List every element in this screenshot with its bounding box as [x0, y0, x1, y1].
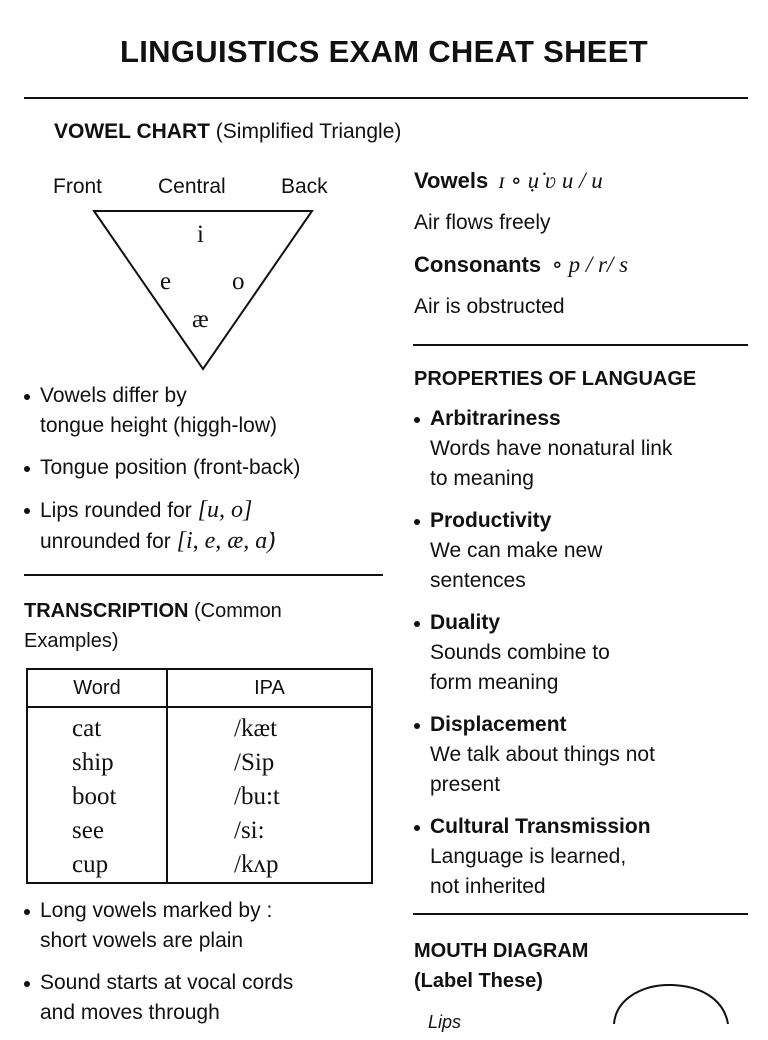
- left-divider-1: [24, 574, 383, 576]
- vowel-bullets: [24, 381, 394, 569]
- title-divider: [24, 97, 748, 99]
- vowel-chart-title: VOWEL CHART: [54, 120, 210, 143]
- consonants-label: Consonants: [414, 252, 542, 277]
- table-row: cat /kæt: [27, 707, 372, 746]
- list-item: Sound starts at vocal cords and moves through: [24, 968, 394, 1028]
- table-row: cup /kʌp: [27, 848, 372, 883]
- vowel-chart-heading: [54, 120, 401, 144]
- column-header-word: Word: [27, 669, 167, 707]
- list-item: Lips rounded for [u, o] unrounded for [i, e, æ, ɑ̇): [24, 495, 394, 557]
- table-row: boot /bu:t: [27, 780, 372, 814]
- list-item: Displacement We talk about things not present: [414, 710, 754, 800]
- vowels-row: [414, 168, 603, 194]
- list-item: Productivity We can make new sentences: [414, 506, 754, 596]
- vowel-i: i: [197, 221, 204, 248]
- label-central: Central: [158, 175, 226, 198]
- vowels-label: Vowels: [414, 168, 489, 193]
- list-item: Cultural Transmission Language is learned, not inherited: [414, 812, 754, 902]
- list-item: Vowels differ by tongue height (higgh-low): [24, 381, 394, 441]
- list-item: Duality Sounds combine to form meaning: [414, 608, 754, 698]
- transcription-bullets: [24, 896, 394, 1040]
- list-item: Tongue position (front-back): [24, 453, 394, 483]
- properties-heading: PROPERTIES OF LANGUAGE: [414, 368, 697, 390]
- column-header-ipa: IPA: [167, 669, 372, 707]
- label-front: Front: [53, 175, 103, 198]
- page-title: LINGUISTICS EXAM CHEAT SHEET: [120, 34, 648, 69]
- table-row: see /si:: [27, 814, 372, 848]
- right-divider-1: [413, 344, 748, 346]
- list-item: Arbitrariness Words have nonatural link to meaning: [414, 404, 754, 494]
- mouth-label-lips: Lips: [428, 1012, 462, 1032]
- mouth-diagram-heading: MOUTH DIAGRAM (Label These): [414, 940, 589, 992]
- vowel-ae: æ: [192, 306, 209, 333]
- consonants-description: Air is obstructed: [414, 295, 565, 318]
- transcription-heading: TRANSCRIPTION (Common Examples): [24, 600, 282, 652]
- label-back: Back: [281, 175, 328, 198]
- mouth-outline-sketch: [606, 980, 732, 1024]
- properties-list: [414, 404, 754, 914]
- vowel-e: e: [160, 268, 172, 295]
- consonants-row: [414, 252, 628, 278]
- vowels-description: Air flows freely: [414, 211, 551, 234]
- list-item: Long vowels marked by : short vowels are plain: [24, 896, 394, 956]
- consonants-ipa: ∘ p / r/ s: [551, 252, 629, 277]
- right-divider-2: [413, 913, 748, 915]
- vowels-ipa: ɪ ∘ ụ̇ ʋ u / u: [498, 168, 603, 193]
- transcription-table: [26, 668, 373, 884]
- vowel-chart-subtitle: (Simplified Triangle): [215, 120, 402, 143]
- vowel-o: o: [232, 268, 245, 295]
- table-row: ship /Sip: [27, 746, 372, 780]
- vowel-triangle: [90, 205, 320, 375]
